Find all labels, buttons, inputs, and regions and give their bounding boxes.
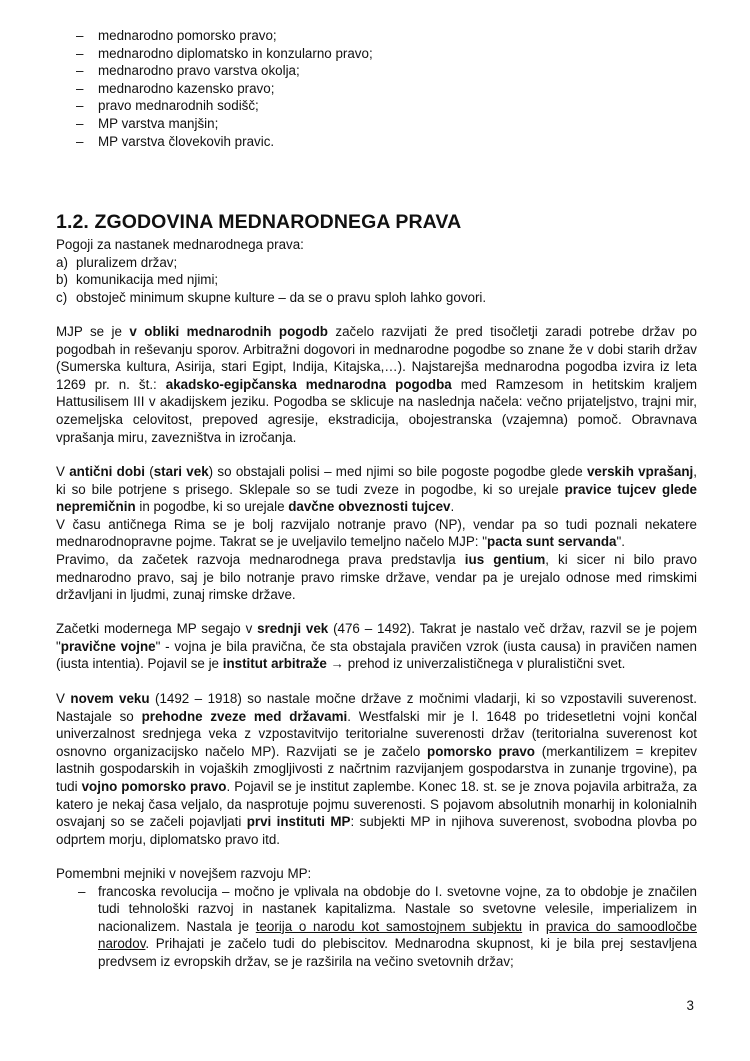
underlined-term: teorija o narodu kot samostojnem subjektu	[255, 918, 523, 934]
paragraph	[56, 323, 697, 446]
text-run: . Westfalski mir je l. 1648 po tridesetletni vojni končal univerzalnost srednjega veka z vzpostavitvijo teritorialne suverenosti držav (teritorialna suverenost kot osnovno organizacijsko načelo MP). Razvijati se je začelo	[56, 708, 697, 759]
list-item-text: pravo mednarodnih sodišč;	[98, 98, 259, 114]
bold-term: ius gentium	[464, 551, 546, 567]
list-item	[56, 45, 697, 63]
bold-term: v obliki mednarodnih pogodb	[129, 324, 328, 339]
text-run: (476 – 1492). Takrat je nastalo več držav, razvil se je pojem "	[56, 621, 697, 654]
dash-marker: –	[76, 28, 84, 43]
text-run: Pravimo, da začetek razvoja mednarodnega prava predstavlja	[56, 551, 465, 567]
text-run: V	[56, 464, 70, 479]
text-run: začelo razvijati že pred tisočletji zaradi potrebe držav po pogodbah in reševanju sporov. Arbitražni dogovori in mednarodne pogodbe so znane že v dobi starih držav (Sumerska kultura, Asirija, stari Egipt, Indija, Kitajska,…). Najstarejša mednarodna pogodba izvira iz leta 1269 pr. n. št.:	[56, 324, 697, 392]
list-item-text: mednarodno kazensko pravo;	[98, 80, 275, 96]
text-run: ) so obstajali polisi – med njimi so bile pogoste pogodbe glede	[208, 464, 587, 479]
text-run: , ki sicer ni bilo pravo mednarodno pravo, saj je bilo notranje pravo rimske države, vendar pa je urejalo odnose med rimskimi državljani in ljudmi, zunaj rimske države.	[56, 551, 698, 603]
list-item	[56, 289, 697, 307]
list-item	[56, 97, 697, 115]
list-item-text: obstoječ minimum skupne kulture – da se o pravu sploh lahko govori.	[76, 289, 487, 305]
paragraph-treaties	[56, 323, 697, 446]
list-item-text: mednarodno pravo varstva okolja;	[98, 63, 300, 79]
list-marker: a)	[56, 254, 68, 270]
bold-term: akadsko-egipčanska mednarodna pogodba	[165, 376, 452, 392]
list-item	[56, 115, 697, 133]
milestones-list	[56, 883, 697, 971]
list-item	[56, 27, 697, 45]
text-run: in	[522, 918, 546, 934]
paragraph-modern-age	[56, 690, 697, 848]
law-branches-list	[56, 27, 697, 150]
paragraph	[56, 551, 697, 604]
text-run: V času antičnega Rima se je bolj razvijalo notranje pravo (NP), vendar pa so tudi poznali nekatere mednarodnopravne pojme. Takrat se je uveljavilo temeljno načelo MJP: "	[56, 516, 697, 550]
text-run: (1492 – 1918) so nastale močne države z močnimi vladarji, ki so vzpostavili suverenost. Nastajale so	[56, 691, 697, 724]
list-item	[56, 133, 697, 151]
bold-term: pomorsko pravo	[427, 743, 535, 759]
bold-term: antični dobi	[69, 464, 145, 479]
list-marker: b)	[56, 272, 68, 288]
dash-marker: –	[76, 45, 84, 61]
text-run: (	[144, 464, 154, 479]
list-item	[56, 80, 697, 98]
text-run: Začetki modernega MP segajo v	[56, 621, 258, 636]
paragraph	[56, 516, 697, 551]
section-heading: 1.2. ZGODOVINA MEDNARODNEGA PRAVA	[56, 211, 462, 233]
underlined-term: pravica do samoodločbe narodov	[98, 918, 697, 952]
bold-term: stari vek	[153, 464, 209, 479]
paragraph	[56, 620, 697, 673]
text-run: → prehod iz univerzalističnega v pluralistični svet.	[326, 656, 626, 672]
text-run: MJP se je	[56, 324, 130, 339]
dash-marker: –	[76, 115, 84, 131]
bold-term: verskih vprašanj	[586, 464, 694, 479]
list-item-text: mednarodno pomorsko pravo;	[98, 28, 277, 43]
text-run: V	[56, 691, 71, 706]
text-run: ".	[616, 534, 625, 550]
conditions-block	[56, 236, 697, 306]
list-item	[56, 62, 697, 80]
paragraph-antiquity	[56, 463, 697, 604]
list-item	[56, 254, 697, 272]
text-run: med Ramzesom in hetitskim kraljem Hattusilisem III v akadijskem jeziku. Pogodba se sklicuje na naslednja načela: večno prijateljstvo, trajni mir, ozemeljska celovitost, prepoved agresije, ekstradicija, obojestranska (vzajemna) pomoč. Obravnava vprašanja miru, zavezništva in izročanja.	[56, 376, 697, 445]
milestones-intro: Pomembni mejniki v novejšem razvoju MP:	[56, 866, 312, 881]
text-run: (merkantilizem = krepitev lastnih gospodarskih in vojaških zmogljivosti z načrtnim razvijanjem gospodarstva in zunanje trgovine), pa tudi	[56, 743, 697, 794]
text-run: . Pojavil se je institut zaplembe. Konec 18. st. se je znova pojavila arbitraža, za katero je nekaj časa veljalo, da nasprotuje pojmu suverenosti. S pojavom absolutnih monarhij in kolonialnih osvajanj so se začeli pojavljati	[56, 778, 698, 830]
list-marker: c)	[56, 289, 68, 305]
text-run: .	[450, 499, 455, 515]
list-item-text: MP varstva manjšin;	[98, 115, 219, 131]
list-item-text	[98, 884, 697, 969]
bold-term: institut arbitraže	[222, 656, 327, 672]
bold-term: pravične vojne	[60, 638, 156, 654]
text-run: in pogodbe, ki so urejale	[135, 499, 289, 515]
dash-marker: –	[76, 133, 84, 149]
page-number: 3	[686, 998, 694, 1013]
list-item	[56, 883, 697, 971]
bold-term: vojno pomorsko pravo	[81, 778, 227, 794]
text-run: " - vojna je bila pravična, če sta obstajala pravičen vzrok (iusta causa) in pravičen namen (iusta intentia). Pojavil se je	[56, 638, 697, 672]
list-item-text: MP varstva človekovih pravic.	[98, 133, 275, 149]
paragraph	[56, 463, 697, 516]
list-item	[56, 271, 697, 289]
list-item-text: pluralizem držav;	[76, 254, 178, 270]
bold-term: davčne obveznosti tujcev	[288, 499, 451, 515]
dash-marker: –	[78, 883, 86, 899]
bold-term: prvi instituti MP	[246, 814, 351, 830]
dash-marker: –	[76, 98, 84, 114]
dash-marker: –	[76, 63, 84, 79]
milestones-block	[56, 865, 697, 971]
conditions-list	[56, 254, 697, 307]
list-item-text: mednarodno diplomatsko in konzularno pravo;	[98, 45, 373, 61]
conditions-intro: Pogoji za nastanek mednarodnega prava:	[56, 237, 304, 252]
bold-term: pacta sunt servanda	[487, 534, 617, 550]
paragraph	[56, 690, 697, 848]
paragraph-middle-ages	[56, 620, 697, 673]
text-run: . Prihajati je začelo tudi do plebiscitov. Mednarodna skupnost, ki je bila prej sestavljena predvsem iz evropskih držav, se je razširila na večino svetovnih držav;	[98, 936, 697, 969]
text-run: francoska revolucija – močno je vplivala na obdobje do I. svetovne vojne, za to obdobje je značilen tudi tehnološki razvoj in nastanek kapitalizma. Nastale so svetovne velesile, imperializem in nacionalizem. Nastala je	[98, 883, 697, 934]
bold-term: srednji vek	[257, 621, 329, 636]
text-run: , ki so bile potrjene s prisego. Sklepale so se tudi zveze in pogodbe, ki so urejale	[56, 464, 697, 497]
list-item-text: komunikacija med njimi;	[76, 272, 219, 288]
bold-term: novem veku	[70, 691, 150, 706]
text-run: : subjekti MP in njihova suverenost, svobodna plovba po odprtem morju, diplomatsko pravo itd.	[56, 814, 697, 847]
bold-term: pravice tujcev glede nepremičnin	[56, 481, 698, 515]
bold-term: prehodne zveze med državami	[141, 708, 348, 724]
dash-marker: –	[76, 80, 84, 96]
